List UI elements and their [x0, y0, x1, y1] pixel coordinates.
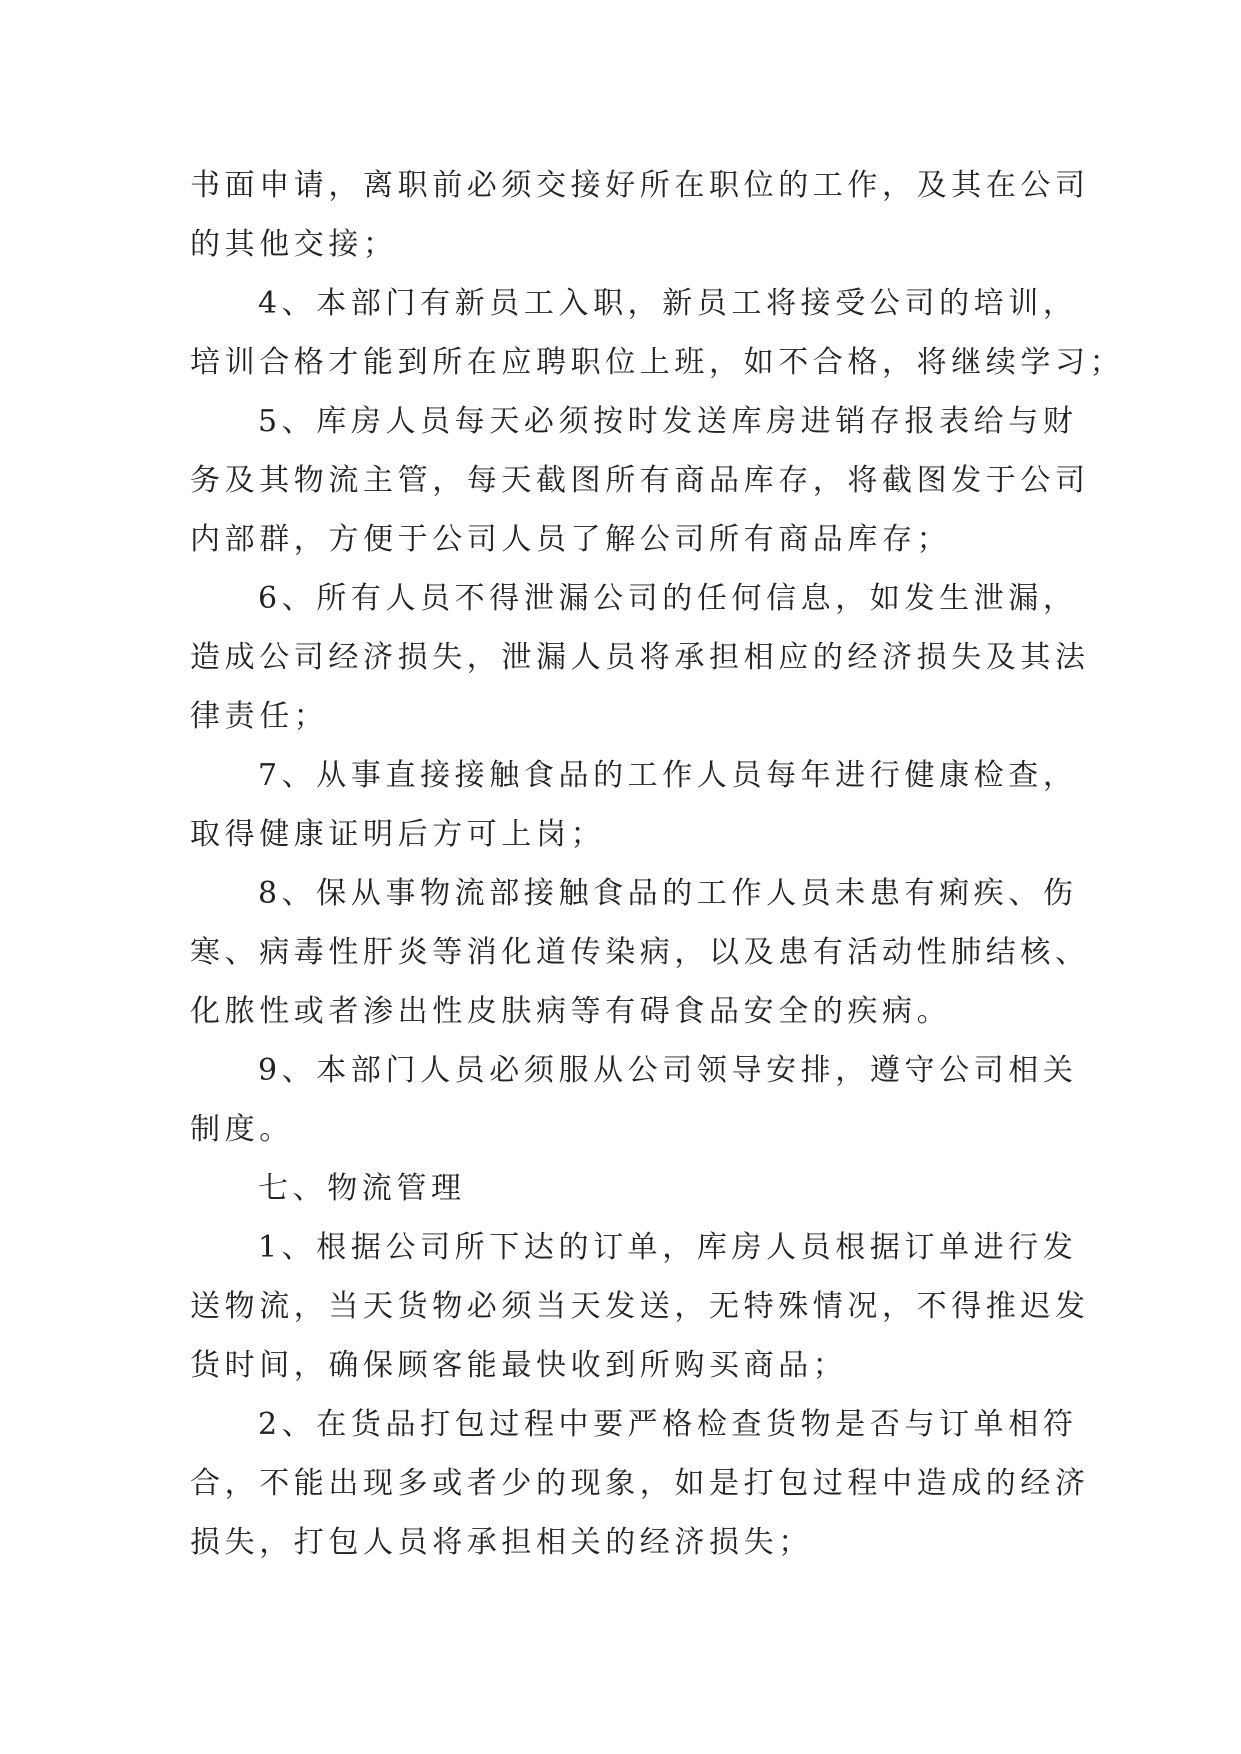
- text-line: 务及其物流主管，每天截图所有商品库存，将截图发于公司: [190, 463, 1090, 498]
- text-line: 内部群，方便于公司人员了解公司所有商品库存；: [190, 522, 952, 557]
- text-line: 4、本部门有新员工入职，新员工将接受公司的培训，: [258, 286, 1078, 321]
- text-line: 书面申请，离职前必须交接好所在职位的工作，及其在公司: [190, 168, 1090, 203]
- document-body: [190, 156, 1125, 1572]
- text-line: 1、根据公司所下达的订单，库房人员根据订单进行发: [258, 1230, 1078, 1265]
- text-line: 合，不能出现多或者少的现象，如是打包过程中造成的经济: [190, 1466, 1090, 1501]
- text-line: 6、所有人员不得泄漏公司的任何信息，如发生泄漏，: [258, 581, 1078, 616]
- text-line: 损失，打包人员将承担相关的经济损失；: [190, 1525, 813, 1560]
- text-line: 7、从事直接接触食品的工作人员每年进行健康检查，: [258, 758, 1078, 793]
- text-line: 寒、病毒性肝炎等消化道传染病，以及患有活动性肺结核、: [190, 935, 1090, 970]
- text-line: 造成公司经济损失，泄漏人员将承担相应的经济损失及其法: [190, 640, 1090, 675]
- text-line: 8、保从事物流部接触食品的工作人员未患有痢疾、伤: [258, 876, 1078, 911]
- text-line: 制度。: [190, 1112, 294, 1147]
- text-line: 5、库房人员每天必须按时发送库房进销存报表给与财: [258, 404, 1078, 439]
- text-line: 七、物流管理: [258, 1171, 466, 1206]
- text-line: 送物流，当天货物必须当天发送，无特殊情况，不得推迟发: [190, 1289, 1090, 1324]
- text-line: 货时间，确保顾客能最快收到所购买商品；: [190, 1348, 848, 1383]
- text-line: 化脓性或者渗出性皮肤病等有碍食品安全的疾病。: [190, 994, 952, 1029]
- text-line: 9、本部门人员必须服从公司领导安排，遵守公司相关: [258, 1053, 1078, 1088]
- text-line: 律责任；: [190, 699, 329, 734]
- text-line: 2、在货品打包过程中要严格检查货物是否与订单相符: [258, 1407, 1078, 1442]
- text-line: 培训合格才能到所在应聘职位上班，如不合格，将继续学习；: [190, 345, 1125, 380]
- text-line: 取得健康证明后方可上岗；: [190, 817, 606, 852]
- text-line: 的其他交接；: [190, 227, 398, 262]
